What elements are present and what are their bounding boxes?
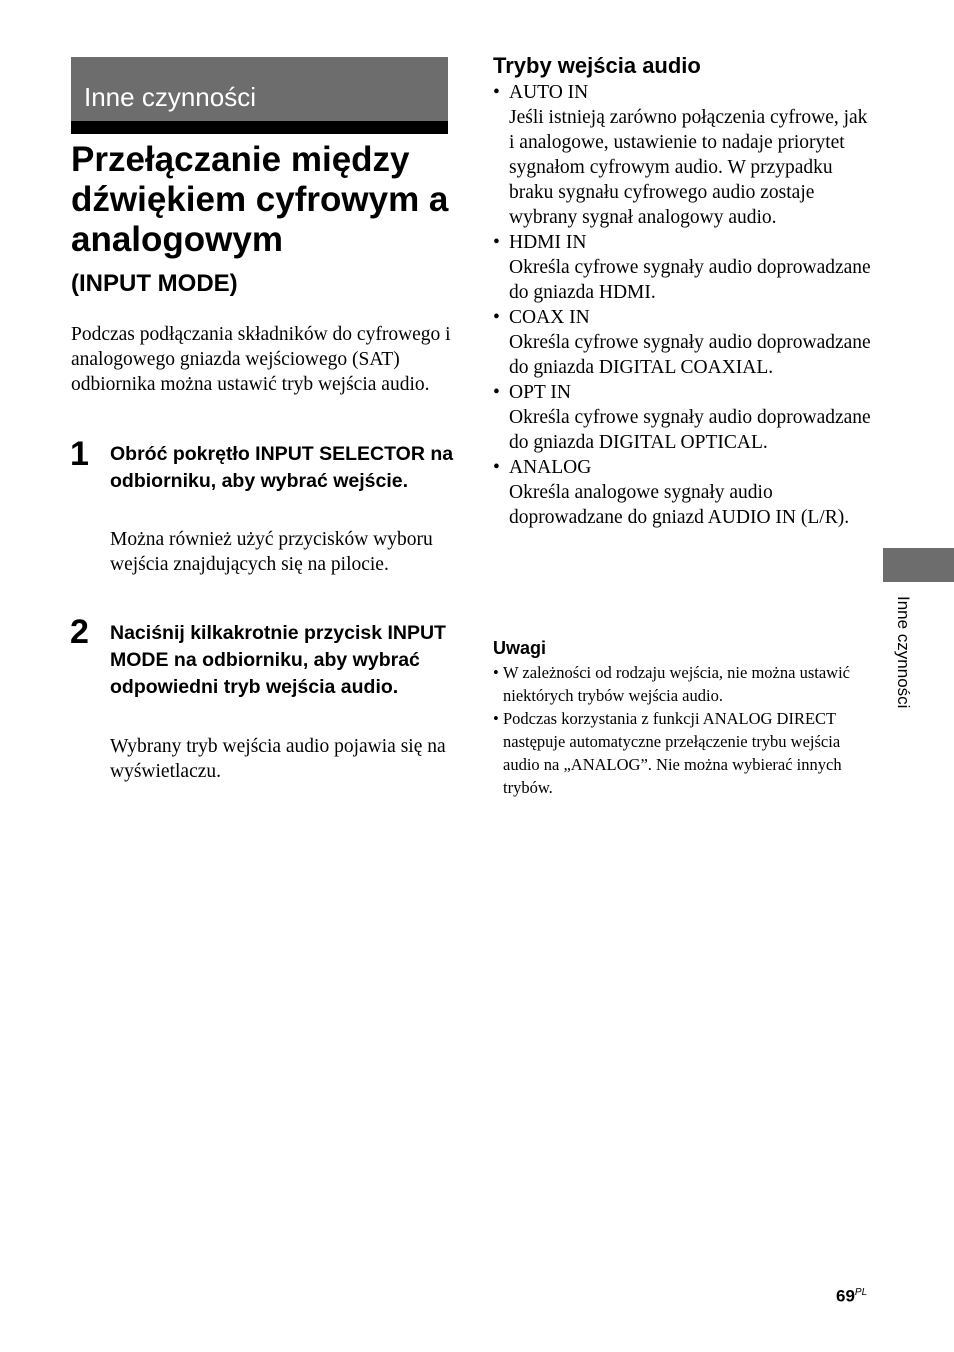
bullet: • — [493, 663, 499, 682]
mode-description: Określa cyfrowe sygnały audio doprowadzane do gniazda DIGITAL COAXIAL. — [509, 332, 871, 378]
list-item — [493, 230, 873, 305]
list-item — [493, 661, 853, 707]
mode-description: Określa analogowe sygnały audio doprowadzane do gniazd AUDIO IN (L/R). — [509, 482, 850, 528]
page-language-suffix: PL — [854, 1287, 868, 1298]
mode-name: HDMI IN — [509, 232, 587, 253]
intro-paragraph: Podczas podłączania składników do cyfrowego i analogowego gniazda wejściowego (SAT) odbiornika można ustawić tryb wejścia audio. — [71, 324, 451, 395]
section-side-label: Inne czynności — [894, 596, 913, 709]
list-item — [493, 455, 873, 530]
notes-heading: Uwagi — [493, 638, 547, 658]
note-text: Podczas korzystania z funkcji ANALOG DIRECT następuje automatyczne przełączenie trybu wejścia audio na „ANALOG”. Nie można wybierać innych trybów. — [503, 709, 842, 797]
bullet: • — [493, 709, 499, 728]
list-item — [493, 380, 873, 455]
list-item — [493, 707, 853, 799]
page-subtitle: (INPUT MODE) — [71, 270, 238, 297]
note-text: W zależności od rodzaju wejścia, nie można ustawić niektórych trybów wejścia audio. — [503, 663, 850, 705]
step-heading-2: Naciśnij kilkakrotnie przycisk INPUT MODE na odbiorniku, aby wybrać odpowiedni tryb wejścia audio. — [110, 622, 446, 698]
step-number-1: 1 — [70, 435, 89, 473]
mode-name: ANALOG — [509, 457, 592, 478]
step-body-2: Wybrany tryb wejścia audio pojawia się na wyświetlaczu. — [110, 736, 446, 782]
page-number-value: 69 — [836, 1286, 855, 1306]
section-title: Inne czynności — [84, 82, 256, 112]
bullet: • — [493, 232, 500, 253]
section-tab — [883, 548, 954, 582]
bullet: • — [493, 307, 500, 328]
list-item — [493, 80, 873, 230]
step-body-1: Można również użyć przycisków wyboru wejścia znajdujących się na pilocie. — [110, 529, 433, 575]
page-number — [836, 1283, 867, 1307]
mode-name: AUTO IN — [509, 82, 589, 103]
mode-description: Jeśli istnieją zarówno połączenia cyfrowe, jak i analogowe, ustawienie to nadaje priorytet sygnałom cyfrowym audio. W przypadku braku sygnału cyfrowego audio zostaje wybrany sygnał analogowy audio. — [509, 107, 868, 228]
mode-name: OPT IN — [509, 382, 571, 403]
modes-list — [493, 80, 873, 530]
list-item — [493, 305, 873, 380]
step-number-2: 2 — [70, 613, 89, 651]
bullet: • — [493, 457, 500, 478]
mode-description: Określa cyfrowe sygnały audio doprowadzane do gniazda DIGITAL OPTICAL. — [509, 407, 871, 453]
mode-name: COAX IN — [509, 307, 590, 328]
modes-heading: Tryby wejścia audio — [493, 53, 701, 78]
notes-list — [493, 661, 853, 799]
step-heading-1: Obróć pokrętło INPUT SELECTOR na odbiorniku, aby wybrać wejście. — [110, 443, 454, 492]
bullet: • — [493, 82, 500, 103]
banner-underline — [71, 121, 448, 134]
page-title: Przełączanie między dźwiękiem cyfrowym a analogowym — [71, 140, 449, 259]
mode-description: Określa cyfrowe sygnały audio doprowadzane do gniazda HDMI. — [509, 257, 871, 303]
bullet: • — [493, 382, 500, 403]
section-banner — [71, 57, 448, 134]
